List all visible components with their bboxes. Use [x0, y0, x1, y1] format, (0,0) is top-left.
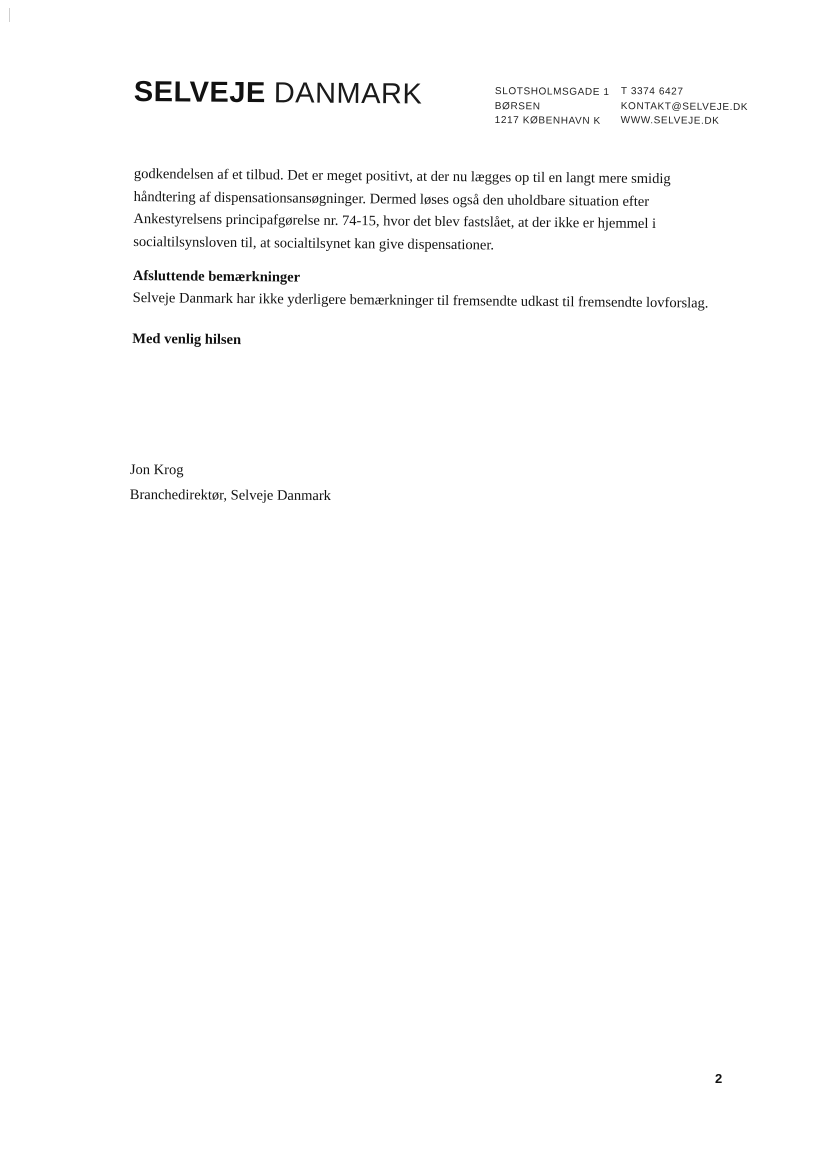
body-paragraph: [133, 163, 734, 259]
section-paragraph: [133, 287, 733, 315]
closing-salutation: Med venlig hilsen: [132, 330, 242, 348]
contact-website: WWW.SELVEJE.DK: [620, 114, 720, 127]
scan-edge-mark: [9, 8, 10, 22]
section-heading: Afsluttende bemærkninger: [132, 267, 301, 286]
page-number: 2: [715, 1071, 723, 1086]
paragraph-line: Ankestyrelsens principafgørelse nr. 74-15, hvor det blev fastslået, at der ikke er hjemmel i: [133, 210, 657, 233]
contact-email: KONTAKT@SELVEJE.DK: [620, 100, 749, 113]
header-contact: [621, 85, 749, 130]
logo: [134, 78, 423, 110]
address-line: SLOTSHOLMSGADE 1: [494, 85, 610, 98]
paragraph-line: godkendelsen af et tilbud. Det er meget positivt, at der nu lægges op til en langt mere smidig: [133, 165, 671, 188]
signer-title: Branchedirektør, Selveje Danmark: [129, 486, 331, 505]
paragraph-line: Selveje Danmark har ikke yderligere bemærkninger til fremsendte udkast til fremsendte lovforslag.: [132, 289, 709, 312]
address-line: BØRSEN: [494, 100, 541, 112]
contact-phone: T 3374 6427: [620, 85, 684, 98]
logo-word-danmark: DANMARK: [273, 77, 423, 111]
address-line: 1217 KØBENHAVN K: [494, 114, 601, 127]
header-address: [495, 85, 610, 129]
letter-body: [132, 163, 734, 355]
signature-block: [130, 458, 331, 509]
paragraph-line: socialtilsynsloven til, at socialtilsynet kan give dispensationer.: [133, 233, 495, 253]
paragraph-line: håndtering af dispensationsansøgninger. Dermed løses også den uholdbare situation efter: [133, 188, 650, 210]
logo-word-selveje: SELVEJE: [133, 76, 266, 110]
signer-name: Jon Krog: [129, 461, 184, 479]
